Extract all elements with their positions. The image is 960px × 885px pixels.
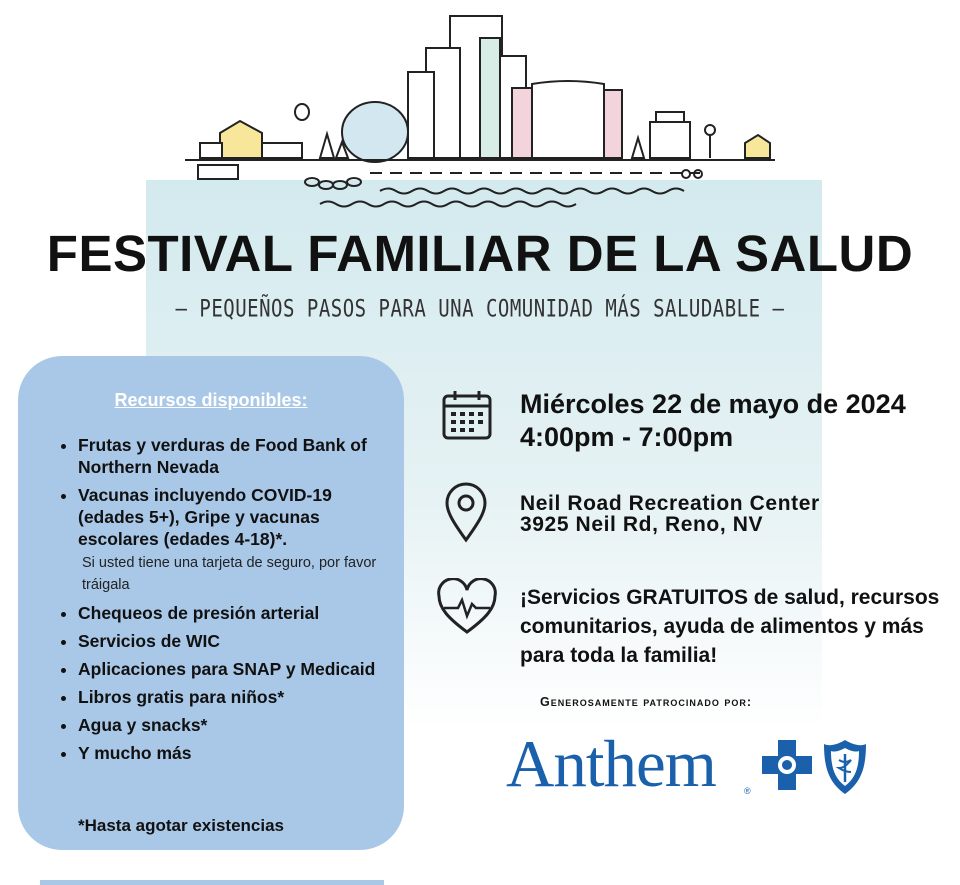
anthem-logo-text: Anthem — [506, 727, 716, 801]
location-pin-icon — [443, 482, 489, 544]
blue-cross-icon — [760, 738, 814, 792]
registered-mark: ® — [744, 786, 751, 796]
resources-title: Recursos disponibles: — [114, 390, 308, 410]
resources-list — [60, 434, 398, 770]
resource-item: • Chequeos de presión arterial — [78, 602, 398, 624]
city-skyline-illustration — [180, 8, 780, 218]
resource-item: • Libros gratis para niños* — [78, 686, 398, 708]
calendar-icon — [440, 388, 494, 442]
event-time: 4:00pm - 7:00pm — [520, 422, 734, 452]
event-date: Miércoles 22 de mayo de 2024 — [520, 389, 906, 419]
resources-panel — [18, 356, 404, 850]
festival-title: FESTIVAL FAMILIAR DE LA SALUD — [46, 225, 914, 282]
bottom-decorative-strip — [40, 880, 384, 885]
resource-item: • Servicios de WIC — [78, 630, 398, 652]
resource-item: • Y mucho más — [78, 742, 398, 764]
stock-disclaimer: *Hasta agotar existencias — [78, 816, 284, 835]
heart-pulse-icon — [436, 578, 498, 636]
resource-item: • Vacunas incluyendo COVID-19 (edades 5+), Gripe y vacunas escolares (edades 4-18)*. Si usted tiene una tarjeta de seguro, por favor tráigala — [78, 484, 398, 596]
sponsor-label: Generosamente patrocinado por: — [540, 695, 753, 709]
festival-subtitle: — PEQUEÑOS PASOS PARA UNA COMUNIDAD MÁS SALUDABLE — — [175, 295, 785, 323]
resource-item: • Aplicaciones para SNAP y Medicaid — [78, 658, 398, 680]
location-name: Neil Road Recreation Center — [520, 492, 820, 515]
resource-item: • Agua y snacks* — [78, 714, 398, 736]
vaccine-note: Si usted tiene una tarjeta de seguro, por favor tráigala — [82, 555, 377, 593]
location-address: 3925 Neil Rd, Reno, NV — [520, 513, 764, 536]
blue-shield-icon — [822, 738, 868, 796]
resource-item: • Frutas y verduras de Food Bank of Northern Nevada — [78, 434, 398, 478]
services-description: ¡Servicios GRATUITOS de salud, recursos comunitarios, ayuda de alimentos y más para toda la familia! — [520, 586, 940, 667]
